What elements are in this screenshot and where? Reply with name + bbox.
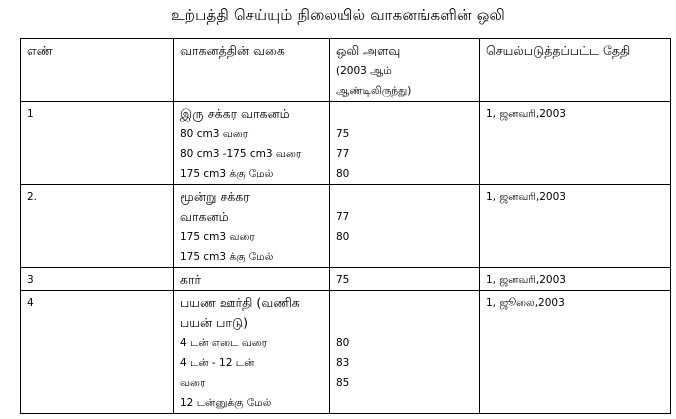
level-line: 77: [336, 211, 350, 223]
type-line: கார்: [180, 272, 202, 287]
table-row: [21, 185, 671, 268]
type-line: 4 டன் எடை வரை: [180, 337, 268, 349]
type-line: வரை: [180, 377, 206, 389]
type-line: 175 cm3 க்கு மேல்: [180, 251, 274, 263]
row-date: 1, ஜனவரி,2003: [480, 185, 671, 268]
row-date: 1, ஜனவரி,2003: [480, 102, 671, 185]
spacer: [336, 293, 473, 313]
table-header-row: [21, 39, 671, 102]
row-vehicle-type: [174, 268, 330, 291]
row-date: 1, ஜூலை,2003: [480, 291, 671, 414]
type-line: பயன் பாடு): [180, 315, 248, 330]
row-noise-level: [330, 185, 480, 268]
spacer: [336, 104, 473, 124]
level-line: 75: [336, 274, 350, 286]
row-noise-level: [330, 291, 480, 414]
header-noise-label: ஒலி அளவு: [336, 43, 401, 58]
row-number: 1: [21, 102, 174, 185]
header-number: எண்: [21, 39, 174, 102]
level-line: 83: [336, 357, 350, 369]
page-title: உற்பத்தி செய்யும் நிலையில் வாகனங்களின் ஒலி: [170, 6, 506, 24]
row-date: 1, ஜனவரி,2003: [480, 268, 671, 291]
row-number: 4: [21, 291, 174, 414]
type-line: பயண ஊர்தி (வணிக: [180, 295, 300, 310]
vehicle-noise-table: [20, 38, 671, 414]
header-date-label: செயல்படுத்தப்பட்ட தேதி: [486, 43, 631, 58]
type-line: 175 cm3 வரை: [180, 231, 255, 243]
type-line: மூன்று சக்கர: [180, 189, 250, 204]
level-line: 80: [336, 168, 350, 180]
table-row: [21, 291, 671, 414]
spacer: [336, 187, 473, 207]
header-vehicle-type: வாகனத்தின் வகை: [174, 39, 330, 102]
type-line: இரு சக்கர வாகனம்: [180, 106, 290, 121]
header-noise-note-2: ஆண்டிலிருந்து): [336, 85, 412, 97]
row-number: 2.: [21, 185, 174, 268]
table-row: [21, 102, 671, 185]
level-line: 80: [336, 337, 350, 349]
type-line: 4 டன் - 12 டன்: [180, 357, 255, 369]
level-line: 85: [336, 377, 350, 389]
table-row: [21, 268, 671, 291]
level-line: 77: [336, 148, 350, 160]
type-line: வாகனம்: [180, 209, 229, 224]
row-noise-level: [330, 102, 480, 185]
type-line: 175 cm3 க்கு மேல்: [180, 168, 274, 180]
level-line: 80: [336, 231, 350, 243]
row-vehicle-type: [174, 185, 330, 268]
header-noise-level: [330, 39, 480, 102]
header-noise-note-1: (2003 ஆம்: [336, 65, 392, 77]
row-vehicle-type: [174, 102, 330, 185]
type-line: 80 cm3 -175 cm3 வரை: [180, 148, 302, 160]
header-effective-date: [480, 39, 671, 102]
type-line: 12 டன்னுக்கு மேல்: [180, 397, 272, 409]
row-number: 3: [21, 268, 174, 291]
row-vehicle-type: [174, 291, 330, 414]
spacer: [336, 313, 473, 333]
type-line: 80 cm3 வரை: [180, 128, 249, 140]
level-line: 75: [336, 128, 350, 140]
row-noise-level: [330, 268, 480, 291]
